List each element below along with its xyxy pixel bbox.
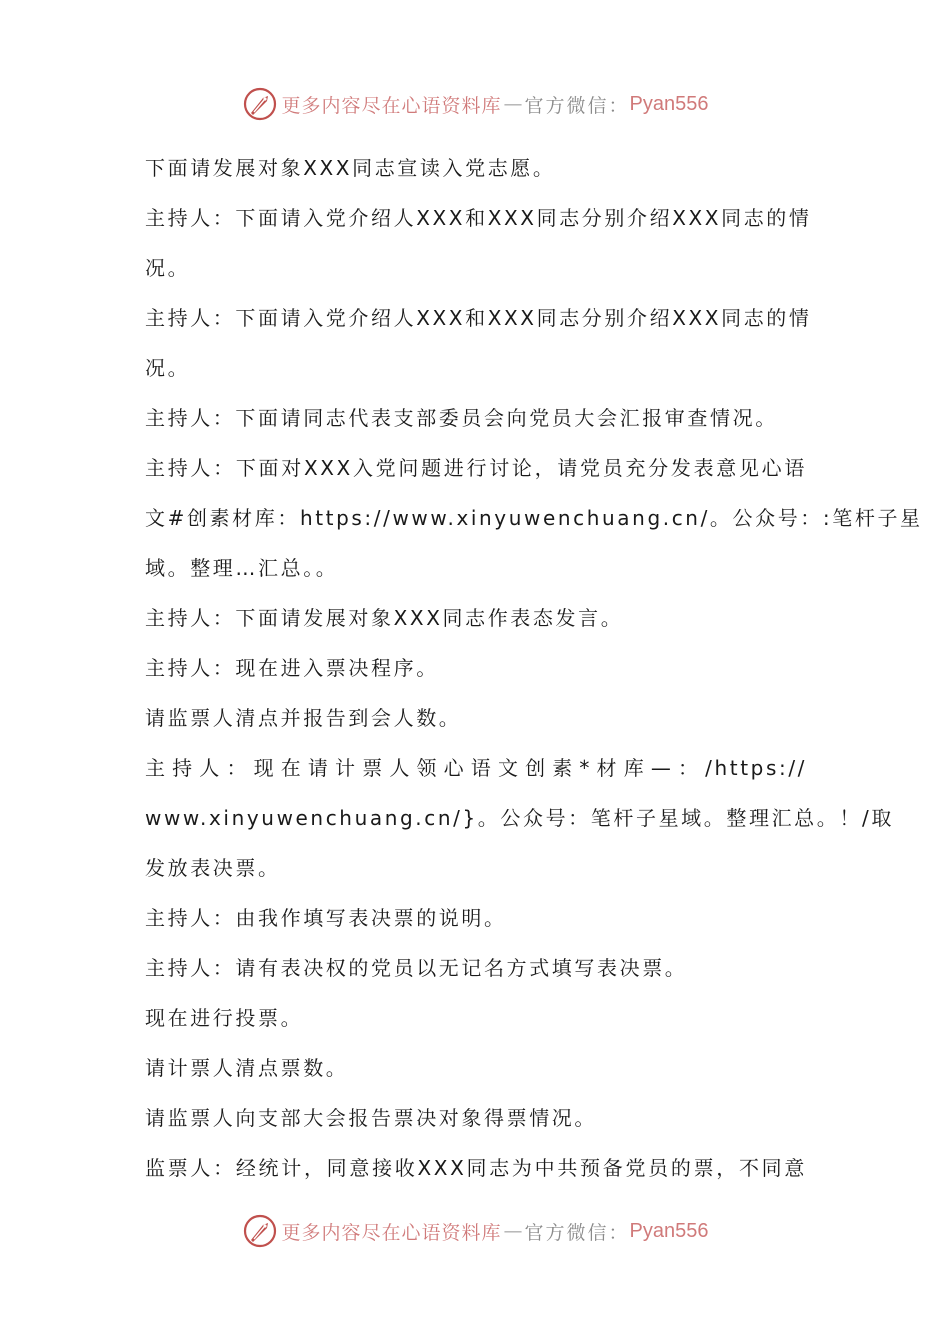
text-line: 下面请发展对象XXX同志宣读入党志愿。 [145,156,556,180]
text-line: 现在进行投票。 [145,1006,304,1030]
banner-wechat-id: Pyan556 [629,1219,709,1242]
text-line: 文#创素材库：https://www.xinyuwenchuang.cn/。公众号：:笔杆子星 [145,506,923,530]
footer-banner [0,1211,950,1251]
pen-nib-logo-icon [242,86,278,122]
text-line: 监票人：经统计，同意接收XXX同志为中共预备党员的票，不同意 [145,1156,807,1180]
text-line: 主持人：现在请计票人领心语文创素*材库—：/https:// [145,756,807,780]
header-banner [0,84,950,124]
text-line: 主持人：下面请发展对象XXX同志作表态发言。 [145,606,624,630]
text-line: 主持人：下面对XXX入党问题进行讨论，请党员充分发表意见心语 [145,456,807,480]
text-line: 发放表决票。 [145,856,281,880]
text-line: 况。 [145,256,191,280]
banner-official-label: 官方微信： [524,1221,630,1244]
text-line: www.xinyuwenchuang.cn/}。公众号：笔杆子星域。整理汇总。！/取 [145,806,894,830]
banner-official-label: 官方微信： [524,94,630,117]
text-line: 主持人：下面请入党介绍人XXX和XXX同志分别介绍XXX同志的情 [145,306,812,330]
text-line: 主持人：下面请同志代表支部委员会向党员大会汇报审查情况。 [145,406,778,430]
banner-wechat-id: Pyan556 [629,92,709,115]
text-line: 请监票人向支部大会报告票决对象得票情况。 [145,1106,597,1130]
banner-separator: — [503,93,523,115]
text-line: 主持人：下面请入党介绍人XXX和XXX同志分别介绍XXX同志的情 [145,206,812,230]
text-line: 主持人：现在进入票决程序。 [145,656,439,680]
document-body [145,143,923,1193]
banner-slogan: 更多内容尽在心语资料库 [281,1221,502,1244]
text-line: 域。整理…汇总。。 [145,556,339,580]
text-line: 请监票人清点并报告到会人数。 [145,706,462,730]
banner-separator: — [503,1220,523,1242]
text-line: 主持人：请有表决权的党员以无记名方式填写表决票。 [145,956,688,980]
text-line: 况。 [145,356,191,380]
text-line: 主持人：由我作填写表决票的说明。 [145,906,507,930]
pen-nib-logo-icon [242,1213,278,1249]
banner-slogan: 更多内容尽在心语资料库 [281,94,502,117]
text-line: 请计票人清点票数。 [145,1056,349,1080]
